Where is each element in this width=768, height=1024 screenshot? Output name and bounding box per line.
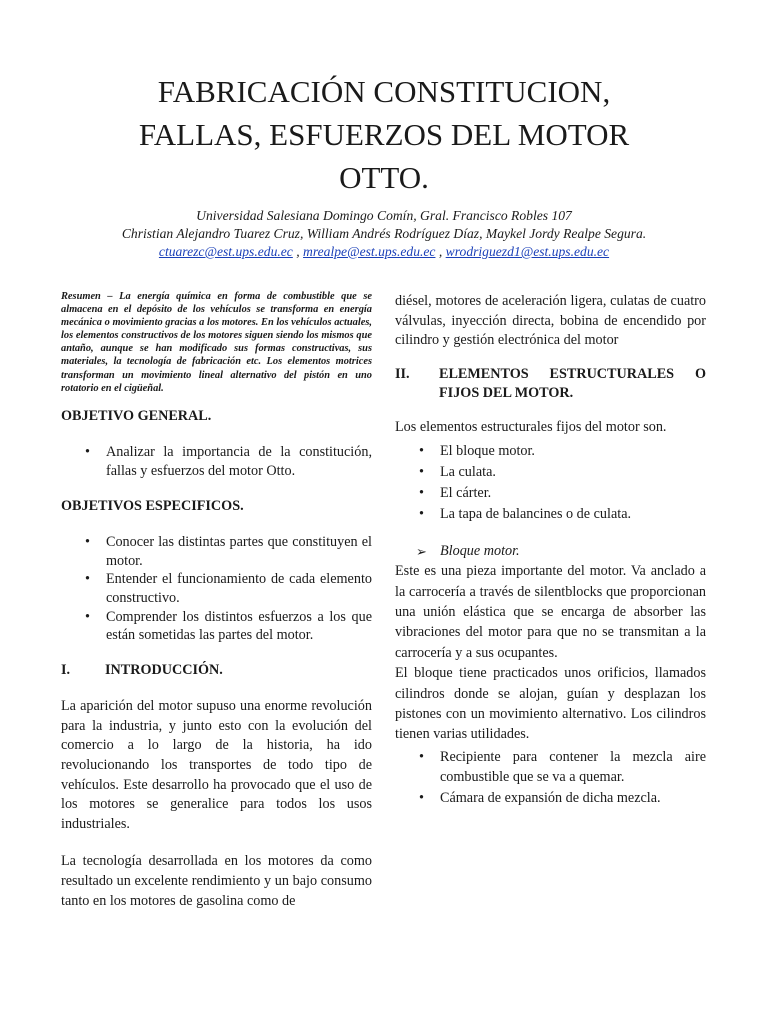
email-separator: , [292,244,304,259]
title-line: OTTO. [339,160,429,195]
author-block [60,207,708,261]
paper-title [60,70,708,199]
arrow-bullet-icon: ➢ [416,543,427,559]
list-item: • El cárter. [395,483,706,504]
email-link[interactable]: wrodriguezd1@est.ups.edu.ec [445,244,610,259]
objetivo-general-list [61,443,372,480]
subheading-bloque-motor [395,542,706,562]
bloque-paragraph: Este es una pieza importante del motor. Va anclado a la carrocería a través de silentblocks que proporcionan una unión elástica que se encarga de absorber las vibraciones del motor para que no se transmitan a la carrocería y a sus ocupantes. [395,563,706,661]
email-separator: , [435,244,446,259]
section-title: ELEMENTOS ESTRUCTURALES O FIJOS DEL MOTOR. [439,365,706,402]
section-title: INTRODUCCIÓN. [105,661,223,678]
affiliation: Universidad Salesiana Domingo Comín, Gral. Francisco Robles 107 [196,208,572,223]
list-item: • Conocer las distintas partes que constituyen el motor. [61,533,372,570]
email-link[interactable]: ctuarezc@est.ups.edu.ec [158,244,293,259]
list-item: • Entender el funcionamiento de cada elemento constructivo. [61,570,372,607]
title-line: FALLAS, ESFUERZOS DEL MOTOR [138,117,630,152]
list-item: • Recipiente para contener la mezcla aire combustible que se va a quemar. [395,747,706,788]
list-item: • Cámara de expansión de dicha mezcla. [395,788,706,808]
section-number: I. [61,661,71,678]
list-item: • El bloque motor. [395,441,706,462]
section-intro: Los elementos estructurales fijos del motor son. [395,418,667,435]
email-link[interactable]: mrealpe@est.ups.edu.ec [303,244,436,259]
author-names: Christian Alejandro Tuarez Cruz, William Andrés Rodríguez Díaz, Maykel Jordy Realpe Segura. [121,226,647,241]
section-number: II. [395,365,410,382]
elements-list [395,441,706,525]
objetivos-especificos-heading: OBJETIVOS ESPECIFICOS. [61,497,244,514]
left-column [61,290,372,911]
section-heading-introduccion [61,661,372,681]
section-heading-elementos [395,365,706,404]
objetivo-general-heading: OBJETIVO GENERAL. [61,407,212,424]
objetivos-especificos-list [61,533,372,645]
abstract: Resumen – La energía química en forma de combustible que se almacena en el depósito de los vehículos se transforma en energía mecánica o movimiento gracias a los motores. En los vehículos actuales, los elementos constructivos de los motores siguen siendo los mismos que antaño, aunque se han modificado sus formas constructivas, sus materiales, la tecnología de fabricación etc. Los elementos motrices transforman un movimiento lineal alternativo del pistón en uno rotatorio en el cigüeñal. [61,291,372,394]
bloque-paragraph: El bloque tiene practicados unos orificios, llamados cilindros donde se alojan, guían y desplazan los pistones con un movimiento alternativo. Los cilindros tienen varias utilidades. [395,665,706,743]
list-item: • Analizar la importancia de la constitución, fallas y esfuerzos del motor Otto. [61,443,372,480]
list-item: • La tapa de balancines o de culata. [395,504,706,525]
subheading-text: Bloque motor. [440,542,520,559]
email-list [60,243,708,261]
bloque-list [395,747,706,808]
continuation-paragraph: diésel, motores de aceleración ligera, culatas de cuatro válvulas, inyección directa, bobina de encendido por cilindro y gestión electrónica del motor [395,293,706,349]
list-item: • La culata. [395,462,706,483]
right-column [395,292,706,808]
list-item: • Comprender los distintos esfuerzos a los que están sometidas las partes del motor. [61,608,372,645]
intro-paragraph: La aparición del motor supuso una enorme revolución para la industria, y junto esto con la evolución del comercio a lo largo de la historia, ha ido revolucionando los transportes de todo tipo de vehículos. Este desarrollo ha provocado que el uso de los motores se generalice para todos los usos industriales. [61,698,372,832]
intro-paragraph: La tecnología desarrollada en los motores da como resultado un excelente rendimiento y un bajo consumo tanto en los motores de gasolina como de [61,853,372,909]
title-line: FABRICACIÓN CONSTITUCION, [157,74,611,109]
